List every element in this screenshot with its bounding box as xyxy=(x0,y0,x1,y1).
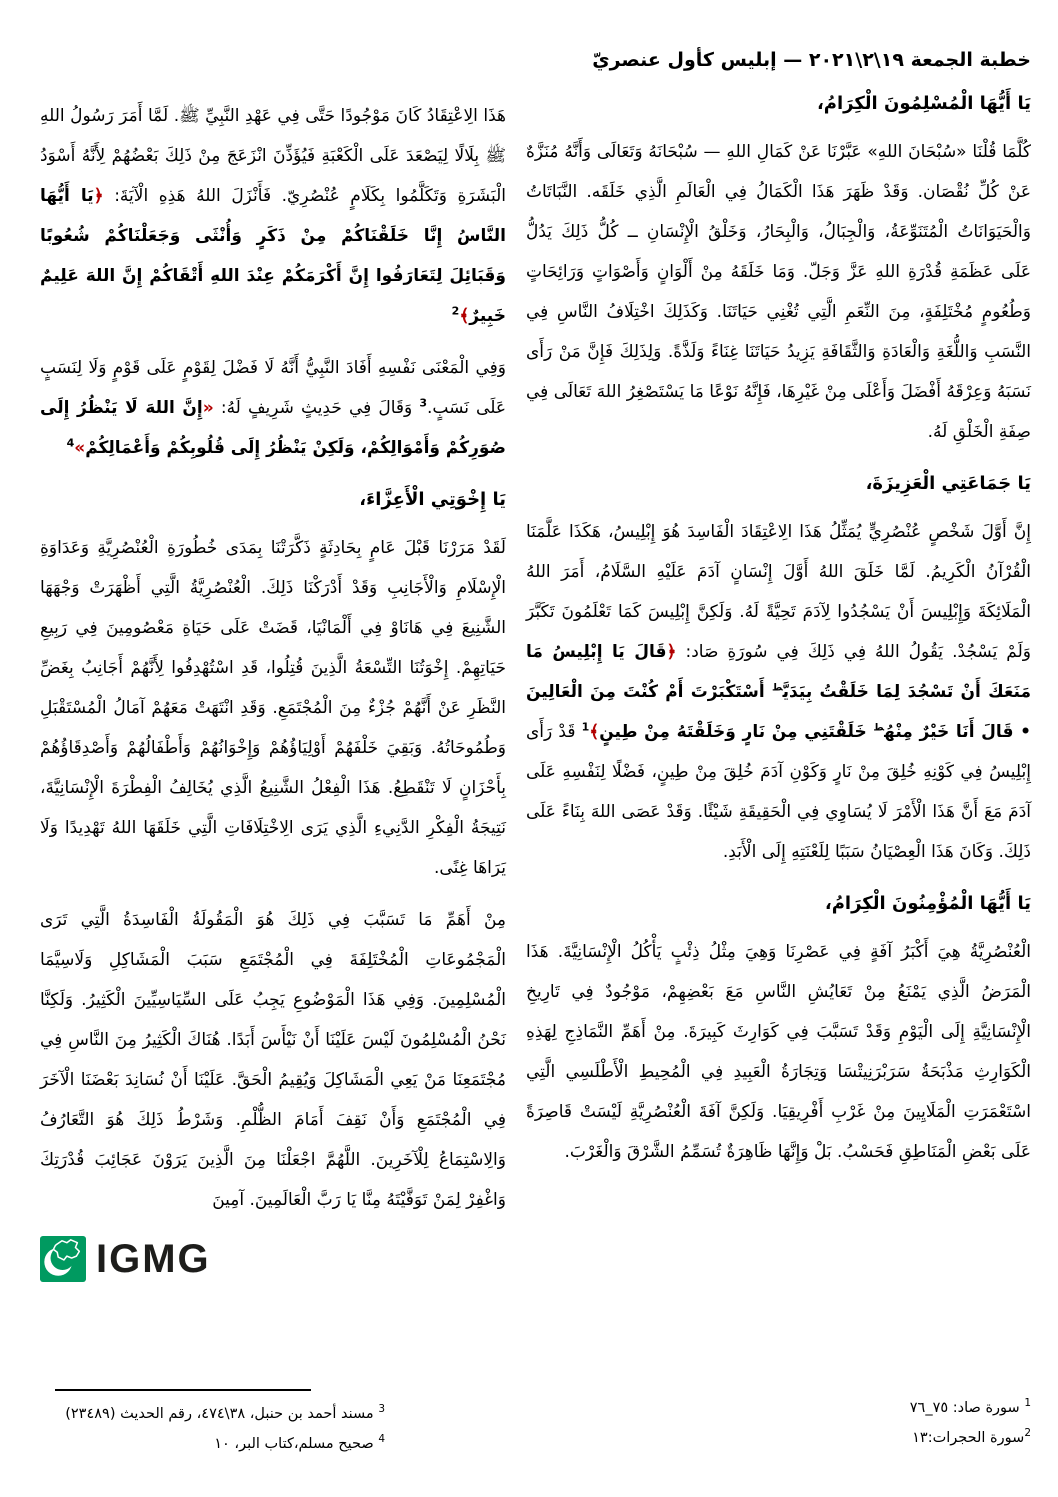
footnote-3-number: 3 xyxy=(378,1403,385,1416)
text-segment-waqf: ط xyxy=(771,682,783,694)
footnote-2-number: 2 xyxy=(1024,1427,1031,1440)
section-heading-believers: يَا أَيُّهَا الْمُؤْمِنُونَ الْكِرَامُ، xyxy=(824,893,1031,914)
igmg-logo-icon xyxy=(40,1236,86,1282)
text-segment-waqf: ط xyxy=(873,722,885,734)
footnote-2-text: سورة الحجرات:١٣ xyxy=(912,1430,1025,1446)
text-segment-red: » xyxy=(74,438,86,458)
paragraph-iblis-first-racist xyxy=(526,512,1031,872)
text-segment-bold: قَالَ يَا إِبْلِيسُ مَا مَنَعَكَ أَنْ تَسْجُدَ لِمَا خَلَقْتُ بِيَدَيَّ xyxy=(526,642,1031,702)
text-segment-bold: إِنَّ اللهَ لَا يَنْظُرُ إِلَى صُوَرِكُمْ وَأَمْوَالِكُمْ، وَلَكِنْ يَنْظُرُ إِلَى قُلُوبِكُمْ وَأَعْمَالِكُمْ xyxy=(40,398,506,458)
section-heading-muslims: يَا أَيُّهَا الْمُسْلِمُونَ الْكِرَامُ، xyxy=(816,93,1031,114)
text-segment-normal: لَقَدْ مَرَرْنَا قَبْلَ عَامٍ بِحَادِثَةٍ ذَكَّرَتْنَا بِمَدَى خُطُورَةِ الْعُنْصُرِيَّةِ وَعَدَاوَةِ الْإِسْلَامِ وَالْأَجَانِبِ وَقَدْ أَدْرَكْنَا ذَلِكَ. الْعُنْصُرِيَّةُ الَّتِي أَظْهَرَتْ وَجْهَهَا الشَّنِيعَ فِي هَانَاوْ فِي أَلْمَانْيَا، قَضَتْ عَلَى حَيَاةِ مَعْصُومِينَ فِي رَبِيعِ حَيَاتِهِمْ. إِخْوَتُنَا التِّسْعَةُ الَّذِينَ قُتِلُوا، قَدِ اسْتُهْدِفُوا لِأَنَّهُمْ أَجَانِبُ بِغَضِّ النَّظَرِ عَنْ أَنَّهُمْ جُزْءٌ مِنَ الْمُجْتَمَعِ. وَقَدِ انْتَهَتْ مَعَهُمْ آمَالُ الْمُسْتَقْبَلِ وَطُمُوحَاتُهُ. وَبَقِيَ خَلْفَهُمْ أَوْلِيَاؤُهُمْ وَإِخْوَانُهُمْ وَأَطْفَالُهُمْ وَأَصْدِقَاؤُهُمْ بِأَحْزَانٍ لَا تَنْقَطِعُ. هَذَا الْفِعْلُ الشَّنِيعُ الَّذِي يُخَالِفُ الْفِطْرَةَ الْإِنْسَانِيَّةَ، نَتِيجَةُ الْفِكْرِ الدَّنِيءِ الَّذِي يَرَى الِاخْتِلَافَاتِ الَّتِي خَلَقَهَا اللهُ تَهْدِيدًا وَلَا يَرَاهَا غِنًى. xyxy=(40,538,506,878)
footnote-1-text: سورة صاد: ٧٥_٧٦ xyxy=(909,1400,1020,1416)
footnote-2 xyxy=(910,1423,1031,1453)
document-title: خطبة الجمعة ١٩\٢\٢٠٢١ — إبليس كأول عنصريّ xyxy=(592,49,1031,71)
text-segment-sup: 4 xyxy=(66,436,75,450)
section-heading-dear-community: يَا جَمَاعَتِي الْعَزِيزَةَ، xyxy=(865,473,1031,494)
text-segment-normal: هَذَا الِاعْتِقَادُ كَانَ مَوْجُودًا حَتَّى فِي عَهْدِ النَّبِيِّ ﷺ. لَمَّا أَمَرَ رَسُولُ اللهِ ﷺ بِلَالًا لِيَصْعَدَ عَلَى الْكَعْبَةِ فَيُؤَذِّنَ انْزَعَجَ مِنْ ذَلِكَ بَعْضُهُمْ لِأَنَّهُ أَسْوَدُ الْبَشَرَةِ وَتَكَلَّمُوا بِكَلَامٍ عُنْصُرِيّ. فَأَنْزَلَ اللهُ هَذِهِ الْآيَةَ: xyxy=(40,106,506,206)
paragraph-hadith-quote xyxy=(40,348,506,468)
paragraph-creation-perfection xyxy=(526,132,1031,452)
text-segment-normal: كُلَّمَا قُلْنَا «سُبْحَانَ اللهِ» عَبَّرْنَا عَنْ كَمَالِ اللهِ — سُبْحَانَهُ وَتَعَالَى وَأَنَّهُ مُنَزَّهٌ عَنْ كُلِّ نُقْصَان. وَقَدْ ظَهَرَ هَذَا الْكَمَالُ فِي الْعَالَمِ الَّذِي خَلَقَه. النَّبَاتَاتُ وَالْحَيَوَانَاتُ الْمُتَنَوِّعَةُ، وَالْجِبَالُ، وَالْبِحَارُ، وَخَلْقُ الْإِنْسَانِ ــ كُلُّ ذَلِكَ يَدُلُّ عَلَى عَظَمَةِ قُدْرَةِ اللهِ عَزَّ وَجَلّ. وَمَا خَلَقَهُ مِنْ أَلْوَانٍ وَأَصْوَاتٍ وَرَائِحَاتٍ وَطُعُومٍ مُخْتَلِفَةٍ، مِنَ النِّعَمِ الَّتِي تُغْنِي حَيَاتَنَا. وَكَذَلِكَ اخْتِلَافُ النَّاسِ فِي النَّسَبِ وَاللُّغَةِ وَالْعَادَةِ وَالثَّقَافَةِ يَزِيدُ حَيَاتَنَا غِنَاءً وَلَذَّةً. وَلِذَلِكَ فَإِنَّ مَنْ رَأَى نَسَبَهُ وَعِرْقَهُ أَفْضَلَ وَأَعْلَى مِنْ غَيْرِهَا، فَإِنَّهُ نَوْعًا مَا يَسْتَصْغِرُ اللهَ تَعَالَى فِي صِفَةِ الْخَلْقِ لَهُ. xyxy=(526,142,1031,442)
paragraph-racism-disease xyxy=(526,932,1031,1172)
footnote-1-number: 1 xyxy=(1024,1397,1031,1410)
text-segment-red: ﴿ xyxy=(93,186,104,206)
footnotes-left xyxy=(55,1389,385,1459)
column-left xyxy=(40,46,506,1282)
footnote-3-text: مسند أحمد بن حنبل، ٣٨\٤٧٤، رقم الحديث (٢٣٤٨٩) xyxy=(65,1406,374,1422)
footnotes-right xyxy=(910,1393,1031,1453)
paragraph-hanau-attack xyxy=(40,528,506,888)
section-heading-dear-brothers: يَا إِخْوَتِي الْأَعِزَّاءَ، xyxy=(359,489,506,510)
column-right xyxy=(526,46,1031,1184)
text-segment-red: ﴾ xyxy=(459,306,470,326)
paragraph-bilal-verse xyxy=(40,96,506,336)
text-segment-normal: مِنْ أَهَمِّ مَا تَسَبَّبَ فِي ذَلِكَ هُوَ الْمَقُولَةُ الْفَاسِدَةُ الَّتِي تَرَى الْمَجْمُوعَاتِ الْمُخْتَلِفَةَ فِي الْمُجْتَمَعِ سَبَبَ الْمَشَاكِلِ وَلَاسِيَّمَا الْمُسْلِمِينَ. وَفِي هَذَا الْمَوْضُوعِ يَجِبُ عَلَى السِّيَاسِيِّينَ الْكَثِيرُ. وَلَكِنَّا نَحْنُ الْمُسْلِمُونَ لَيْسَ عَلَيْنَا أَنْ نَيْأَسَ أَبَدًا. هُنَاكَ الْكَثِيرُ مِنَ النَّاسِ فِي مُجْتَمَعِنَا مَنْ يَعِي الْمَشَاكِلَ وَيُقِيمُ الْحَقَّ. عَلَيْنَا أَنْ نُسَانِدَ بَعْضَنَا الْآخَرَ فِي الْمُجْتَمَعِ وَأَنْ نَقِفَ أَمَامَ الظُّلْمِ. وَشَرْطُ ذَلِكَ هُوَ التَّعَارُفُ وَالِاسْتِمَاعُ لِلْآخَرِينَ. اللَّهُمَّ اجْعَلْنَا مِنَ الَّذِينَ يَرَوْنَ عَجَائِبَ قُدْرَتِكَ وَاغْفِرْ لِمَنْ تَوَفَّيْتَهُ مِنَّا يَا رَبَّ الْعَالَمِينَ. آمِينَ xyxy=(40,910,506,1210)
footnote-4-text: صحيح مسلم،كتاب البر، ١٠ xyxy=(214,1436,374,1452)
two-column-layout xyxy=(40,46,1031,1282)
text-segment-normal: وَفِي الْمَعْنَى نَفْسِهِ أَفَادَ النَّبِيُّ أَنَّهُ لَا فَضْلَ لِقَوْمٍ عَلَى قَوْمٍ وَلَا لِنَسَبٍ عَلَى نَسَبٍ. xyxy=(40,358,506,418)
igmg-logo xyxy=(40,1236,506,1282)
text-segment-sup: 3 xyxy=(419,396,427,410)
text-segment-sup: 2 xyxy=(451,304,460,318)
text-segment-red: ﴾ xyxy=(589,722,600,742)
text-segment-red: ﴿ xyxy=(666,642,677,662)
footnote-3 xyxy=(55,1399,385,1429)
text-segment-normal: قَدْ رَأَى إِبْلِيسُ فِي كَوْنِهِ خُلِقَ مِنْ نَارٍ وَكَوْنِ آدَمَ خُلِقَ مِنْ طِينٍ، فَضْلًا لِنَفْسِهِ عَلَى آدَمَ مَعَ أَنَّ هَذَا الْأَمْرَ لَا يُسَاوِي فِي الْحَقِيقَةِ شَيْئًا. وَقَدْ عَصَى اللهَ بِنَاءً عَلَى ذَلِكَ. وَكَانَ هَذَا الْعِصْيَانُ سَبَبًا لِلَعْنَتِهِ إِلَى الْأَبَدِ. xyxy=(526,722,1031,862)
text-segment-red: « xyxy=(202,398,214,418)
text-segment-sup: 1 xyxy=(581,720,590,734)
text-segment-bold: أَسْتَكْبَرْتَ أَمْ كُنْتَ مِنَ الْعَالِينَ • قَالَ أَنَا خَيْرٌ مِنْهُ xyxy=(526,682,1031,742)
text-segment-bold: خَلَقْتَنِي مِنْ نَارٍ وَخَلَقْتَهُ مِنْ طِينٍ xyxy=(599,722,874,742)
footnote-4-number: 4 xyxy=(378,1433,385,1446)
text-segment-normal: إِنَّ أَوَّلَ شَخْصٍ عُنْصُرِيٍّ يُمَثِّلُ هَذَا الِاعْتِقَادَ الْفَاسِدَ هُوَ إِبْلِيسُ، هَكَذَا عَلَّمَنَا الْقُرْآنُ الْكَرِيمُ. لَمَّا خَلَقَ اللهُ أَوَّلَ إِنْسَانٍ آدَمَ عَلَيْهِ السَّلَامُ، أَمَرَ اللهُ الْمَلَائِكَةَ وَإِبْلِيسَ أَنْ يَسْجُدُوا لِآدَمَ تَحِيَّةً لَهُ. وَلَكِنَّ إِبْلِيسَ كَمَا تَعْلَمُونَ تَكَبَّرَ وَلَمْ يَسْجُدْ. يَقُولُ اللهُ فِي ذَلِكَ فِي سُورَةِ صَاد: xyxy=(526,522,1031,662)
paragraph-conclusion-dua xyxy=(40,900,506,1220)
text-segment-bold: يَا أَيُّهَا النَّاسُ إِنَّا خَلَقْنَاكُمْ مِنْ ذَكَرٍ وَأُنْثَى وَجَعَلْنَاكُمْ شُعُوبًا وَقَبَائِلَ لِتَعَارَفُوا إِنَّ أَكْرَمَكُمْ عِنْدَ اللهِ أَتْقَاكُمْ إِنَّ اللهَ عَلِيمٌ خَبِيرٌ xyxy=(40,186,506,326)
igmg-logo-text: IGMG xyxy=(96,1237,211,1281)
text-segment-normal: وَقَالَ فِي حَدِيثٍ شَرِيفٍ لَهُ: xyxy=(213,398,420,418)
footnote-separator-line xyxy=(55,1389,311,1391)
footnote-4 xyxy=(55,1429,385,1459)
text-segment-normal: الْعُنْصُرِيَّةُ هِيَ أَكْبَرُ آفَةٍ فِي عَصْرِنَا وَهِيَ مِثْلُ ذِئْبٍ يَأْكُلُ الْإِنْسَانِيَّةَ. هَذَا الْمَرَضُ الَّذِي يَمْنَعُ مِنْ تَعَايُشِ النَّاسِ مَعَ بَعْضِهِمْ، مَوْجُودٌ فِي تَارِيخِ الْإِنْسَانِيَّةِ إِلَى الْيَوْمِ وَقَدْ تَسَبَّبَ فِي كَوَارِثَ كَبِيرَةَ. مِنْ أَهَمِّ النَّمَاذِجِ لِهَذِهِ الْكَوَارِثِ مَذْبَحَةُ سَرَبْرَنِيتْسَا وَتِجَارَةُ الْعَبِيدِ فِي الْمُحِيطِ الْأَطْلَسِي الَّتِي اسْتَعْمَرَتِ الْمَلَايِينَ مِنْ غَرْبِ أَفْرِيقِيَا. وَلَكِنَّ آفَةَ الْعُنْصُرِيَّةِ لَيْسَتْ قَاصِرَةً عَلَى بَعْضِ الْمَنَاطِقِ فَحَسْبُ. بَلْ وَإِنَّهَا ظَاهِرَةٌ تُسَمِّمُ الشَّرْقَ وَالْغَرْبَ. xyxy=(526,942,1031,1162)
footnote-1 xyxy=(910,1393,1031,1423)
